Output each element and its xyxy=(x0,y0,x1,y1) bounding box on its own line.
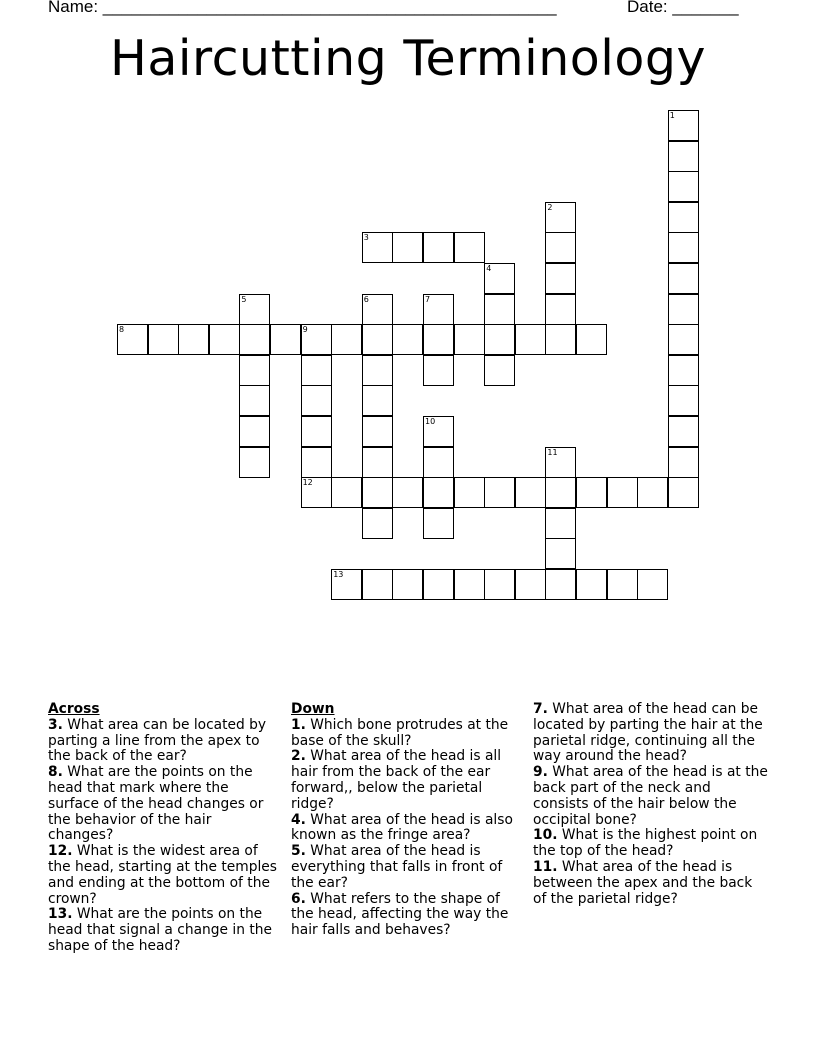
crossword-cell[interactable] xyxy=(301,447,332,478)
crossword-cell[interactable] xyxy=(301,355,332,386)
crossword-cell[interactable] xyxy=(362,294,393,325)
crossword-cell[interactable] xyxy=(668,141,699,172)
crossword-cell[interactable] xyxy=(423,447,454,478)
crossword-cell[interactable] xyxy=(484,355,515,386)
crossword-cell[interactable] xyxy=(668,171,699,202)
clue-number: 8 xyxy=(119,325,125,335)
crossword-cell[interactable] xyxy=(392,569,423,600)
crossword-cell[interactable] xyxy=(423,569,454,600)
clue-number: 2 xyxy=(547,202,553,212)
clue-number: 12. xyxy=(48,843,73,860)
clue-text: What area of the head is all hair from the back of the ear forward,, below the parietal ridge? xyxy=(291,748,502,812)
clue-item xyxy=(533,765,769,828)
clue-item xyxy=(291,749,523,812)
clue-number: 7. xyxy=(533,701,548,717)
page-title: Haircutting Terminology xyxy=(110,30,706,87)
crossword-cell[interactable] xyxy=(545,202,576,233)
crossword-cell[interactable] xyxy=(454,324,485,355)
clue-text: What area of the head is also known as the fringe area? xyxy=(291,811,513,844)
clue-number: 13 xyxy=(333,570,344,579)
clue-text: What are the points on the head that mark where the surface of the head changes or the behavior of the hair changes? xyxy=(48,764,264,844)
crossword-cell[interactable] xyxy=(484,477,515,508)
crossword-cell[interactable] xyxy=(484,263,515,294)
clue-number: 6 xyxy=(363,294,369,304)
crossword-cell[interactable] xyxy=(301,324,332,355)
crossword-cell[interactable] xyxy=(148,324,179,355)
crossword-cell[interactable] xyxy=(607,477,638,508)
clue-number: 6. xyxy=(291,890,306,907)
crossword-cell[interactable] xyxy=(454,569,485,600)
crossword-cell[interactable] xyxy=(454,477,485,508)
clue-item xyxy=(291,844,523,891)
crossword-cell[interactable] xyxy=(668,416,699,447)
clue-number: 1 xyxy=(669,111,675,120)
crossword-cell[interactable] xyxy=(668,477,699,508)
crossword-cell[interactable] xyxy=(239,385,270,416)
crossword-cell[interactable] xyxy=(576,569,607,600)
crossword-cell[interactable] xyxy=(362,569,393,600)
crossword-cell[interactable] xyxy=(545,294,576,325)
clue-text: What are the points on the head that signal a change in the shape of the head? xyxy=(48,906,273,954)
clue-number: 13. xyxy=(48,906,73,923)
clue-number: 2. xyxy=(291,748,306,765)
crossword-cell[interactable] xyxy=(668,294,699,325)
crossword-cell[interactable] xyxy=(301,477,332,508)
crossword-cell[interactable] xyxy=(668,110,699,141)
crossword-cell[interactable] xyxy=(545,508,576,539)
crossword-cell[interactable] xyxy=(362,324,393,355)
clue-number: 9 xyxy=(302,325,308,335)
crossword-cell[interactable] xyxy=(239,294,270,325)
crossword-cell[interactable] xyxy=(301,416,332,447)
crossword-cell[interactable] xyxy=(515,324,546,355)
crossword-cell[interactable] xyxy=(637,477,668,508)
crossword-cell[interactable] xyxy=(239,355,270,386)
clue-number: 4 xyxy=(486,264,492,273)
crossword-cell[interactable] xyxy=(668,202,699,233)
clue-number: 12 xyxy=(302,478,313,488)
crossword-cell[interactable] xyxy=(423,355,454,386)
clue-item xyxy=(48,765,280,844)
crossword-cell[interactable] xyxy=(668,355,699,386)
crossword-cell[interactable] xyxy=(178,324,209,355)
crossword-cell[interactable] xyxy=(392,477,423,508)
clue-text: What refers to the shape of the head, affecting the way the hair falls and behaves? xyxy=(291,890,509,939)
crossword-cell[interactable] xyxy=(209,324,240,355)
crossword-cell[interactable] xyxy=(117,324,148,355)
crossword-cell[interactable] xyxy=(331,569,362,600)
crossword-cell[interactable] xyxy=(545,263,576,294)
clue-text: What area can be located by parting a line from the apex to the back of the ear? xyxy=(48,716,267,765)
crossword-cell[interactable] xyxy=(392,232,423,263)
clue-text: What area of the head is between the apex and the back of the parietal ridge? xyxy=(533,858,753,907)
crossword-cell[interactable] xyxy=(331,324,362,355)
clue-item xyxy=(533,702,769,765)
crossword-cell[interactable] xyxy=(668,232,699,263)
crossword-cell[interactable] xyxy=(362,447,393,478)
clue-item xyxy=(291,892,523,939)
crossword-cell[interactable] xyxy=(545,538,576,569)
down-heading: Down xyxy=(291,701,335,717)
clue-item xyxy=(533,828,769,860)
clues-column-3 xyxy=(533,702,769,907)
crossword-cell[interactable] xyxy=(301,385,332,416)
crossword-cell[interactable] xyxy=(545,569,576,600)
crossword-cell[interactable] xyxy=(331,477,362,508)
crossword-cell[interactable] xyxy=(423,324,454,355)
crossword-cell[interactable] xyxy=(362,416,393,447)
clue-number: 11. xyxy=(533,858,558,875)
crossword-cell[interactable] xyxy=(545,232,576,263)
crossword-cell[interactable] xyxy=(545,447,576,478)
crossword-cell[interactable] xyxy=(668,324,699,355)
clue-number: 1. xyxy=(291,716,306,733)
clue-text: Which bone protrudes at the base of the skull? xyxy=(291,716,509,749)
name-field[interactable]: Name: ________________________________________________ xyxy=(48,0,557,16)
clue-text: What is the highest point on the top of the head? xyxy=(533,827,758,860)
clue-text: What area of the head can be located by parting the hair at the parietal ridge, continuing all the way around the head? xyxy=(533,701,763,765)
crossword-cell[interactable] xyxy=(392,324,423,355)
clue-number: 3 xyxy=(363,233,369,243)
crossword-cell[interactable] xyxy=(484,294,515,325)
crossword-cell[interactable] xyxy=(239,324,270,355)
crossword-cell[interactable] xyxy=(362,385,393,416)
crossword-cell[interactable] xyxy=(576,324,607,355)
crossword-cell[interactable] xyxy=(362,355,393,386)
clue-number: 9. xyxy=(533,764,548,781)
crossword-cell[interactable] xyxy=(423,232,454,263)
clue-item xyxy=(291,813,523,845)
clue-number: 7 xyxy=(425,294,431,304)
crossword-cell[interactable] xyxy=(423,416,454,447)
crossword-cell[interactable] xyxy=(576,477,607,508)
clue-number: 4. xyxy=(291,811,306,828)
clues-column-2 xyxy=(291,702,523,939)
crossword-cell[interactable] xyxy=(484,324,515,355)
crossword-cell[interactable] xyxy=(239,416,270,447)
clue-text: What area of the head is everything that falls in front of the ear? xyxy=(291,843,503,891)
crossword-cell[interactable] xyxy=(423,294,454,325)
crossword-cell[interactable] xyxy=(362,232,393,263)
crossword-cell[interactable] xyxy=(668,385,699,416)
crossword-cell[interactable] xyxy=(668,447,699,478)
clue-item xyxy=(48,907,280,954)
clue-number: 11 xyxy=(547,447,558,457)
crossword-cell[interactable] xyxy=(668,263,699,294)
date-field[interactable]: Date: _______ xyxy=(627,0,739,16)
crossword-cell[interactable] xyxy=(423,477,454,508)
crossword-cell[interactable] xyxy=(423,508,454,539)
clue-text: What is the widest area of the head, starting at the temples and ending at the bottom of the crown? xyxy=(48,843,277,907)
crossword-cell[interactable] xyxy=(545,477,576,508)
clue-text: What area of the head is at the back part of the neck and consists of the hair below the occipital bone? xyxy=(533,764,768,828)
clue-number: 10 xyxy=(425,417,436,426)
crossword-cell[interactable] xyxy=(454,232,485,263)
clue-number: 5 xyxy=(241,294,247,304)
crossword-cell[interactable] xyxy=(270,324,301,355)
across-heading: Across xyxy=(48,701,100,717)
crossword-cell[interactable] xyxy=(362,508,393,539)
crossword-cell[interactable] xyxy=(484,569,515,600)
clue-item xyxy=(533,860,769,907)
crossword-cell[interactable] xyxy=(607,569,638,600)
crossword-cell[interactable] xyxy=(239,447,270,478)
clue-item xyxy=(291,718,523,750)
clue-number: 10. xyxy=(533,827,558,844)
crossword-cell[interactable] xyxy=(362,477,393,508)
clue-item xyxy=(48,844,280,907)
clue-number: 3. xyxy=(48,716,63,733)
clue-number: 8. xyxy=(48,764,63,781)
clue-item xyxy=(48,718,280,765)
clue-number: 5. xyxy=(291,843,306,860)
crossword-cell[interactable] xyxy=(637,569,668,600)
crossword-cell[interactable] xyxy=(515,477,546,508)
crossword-cell[interactable] xyxy=(545,324,576,355)
crossword-cell[interactable] xyxy=(515,569,546,600)
clues-column-1 xyxy=(48,702,280,955)
